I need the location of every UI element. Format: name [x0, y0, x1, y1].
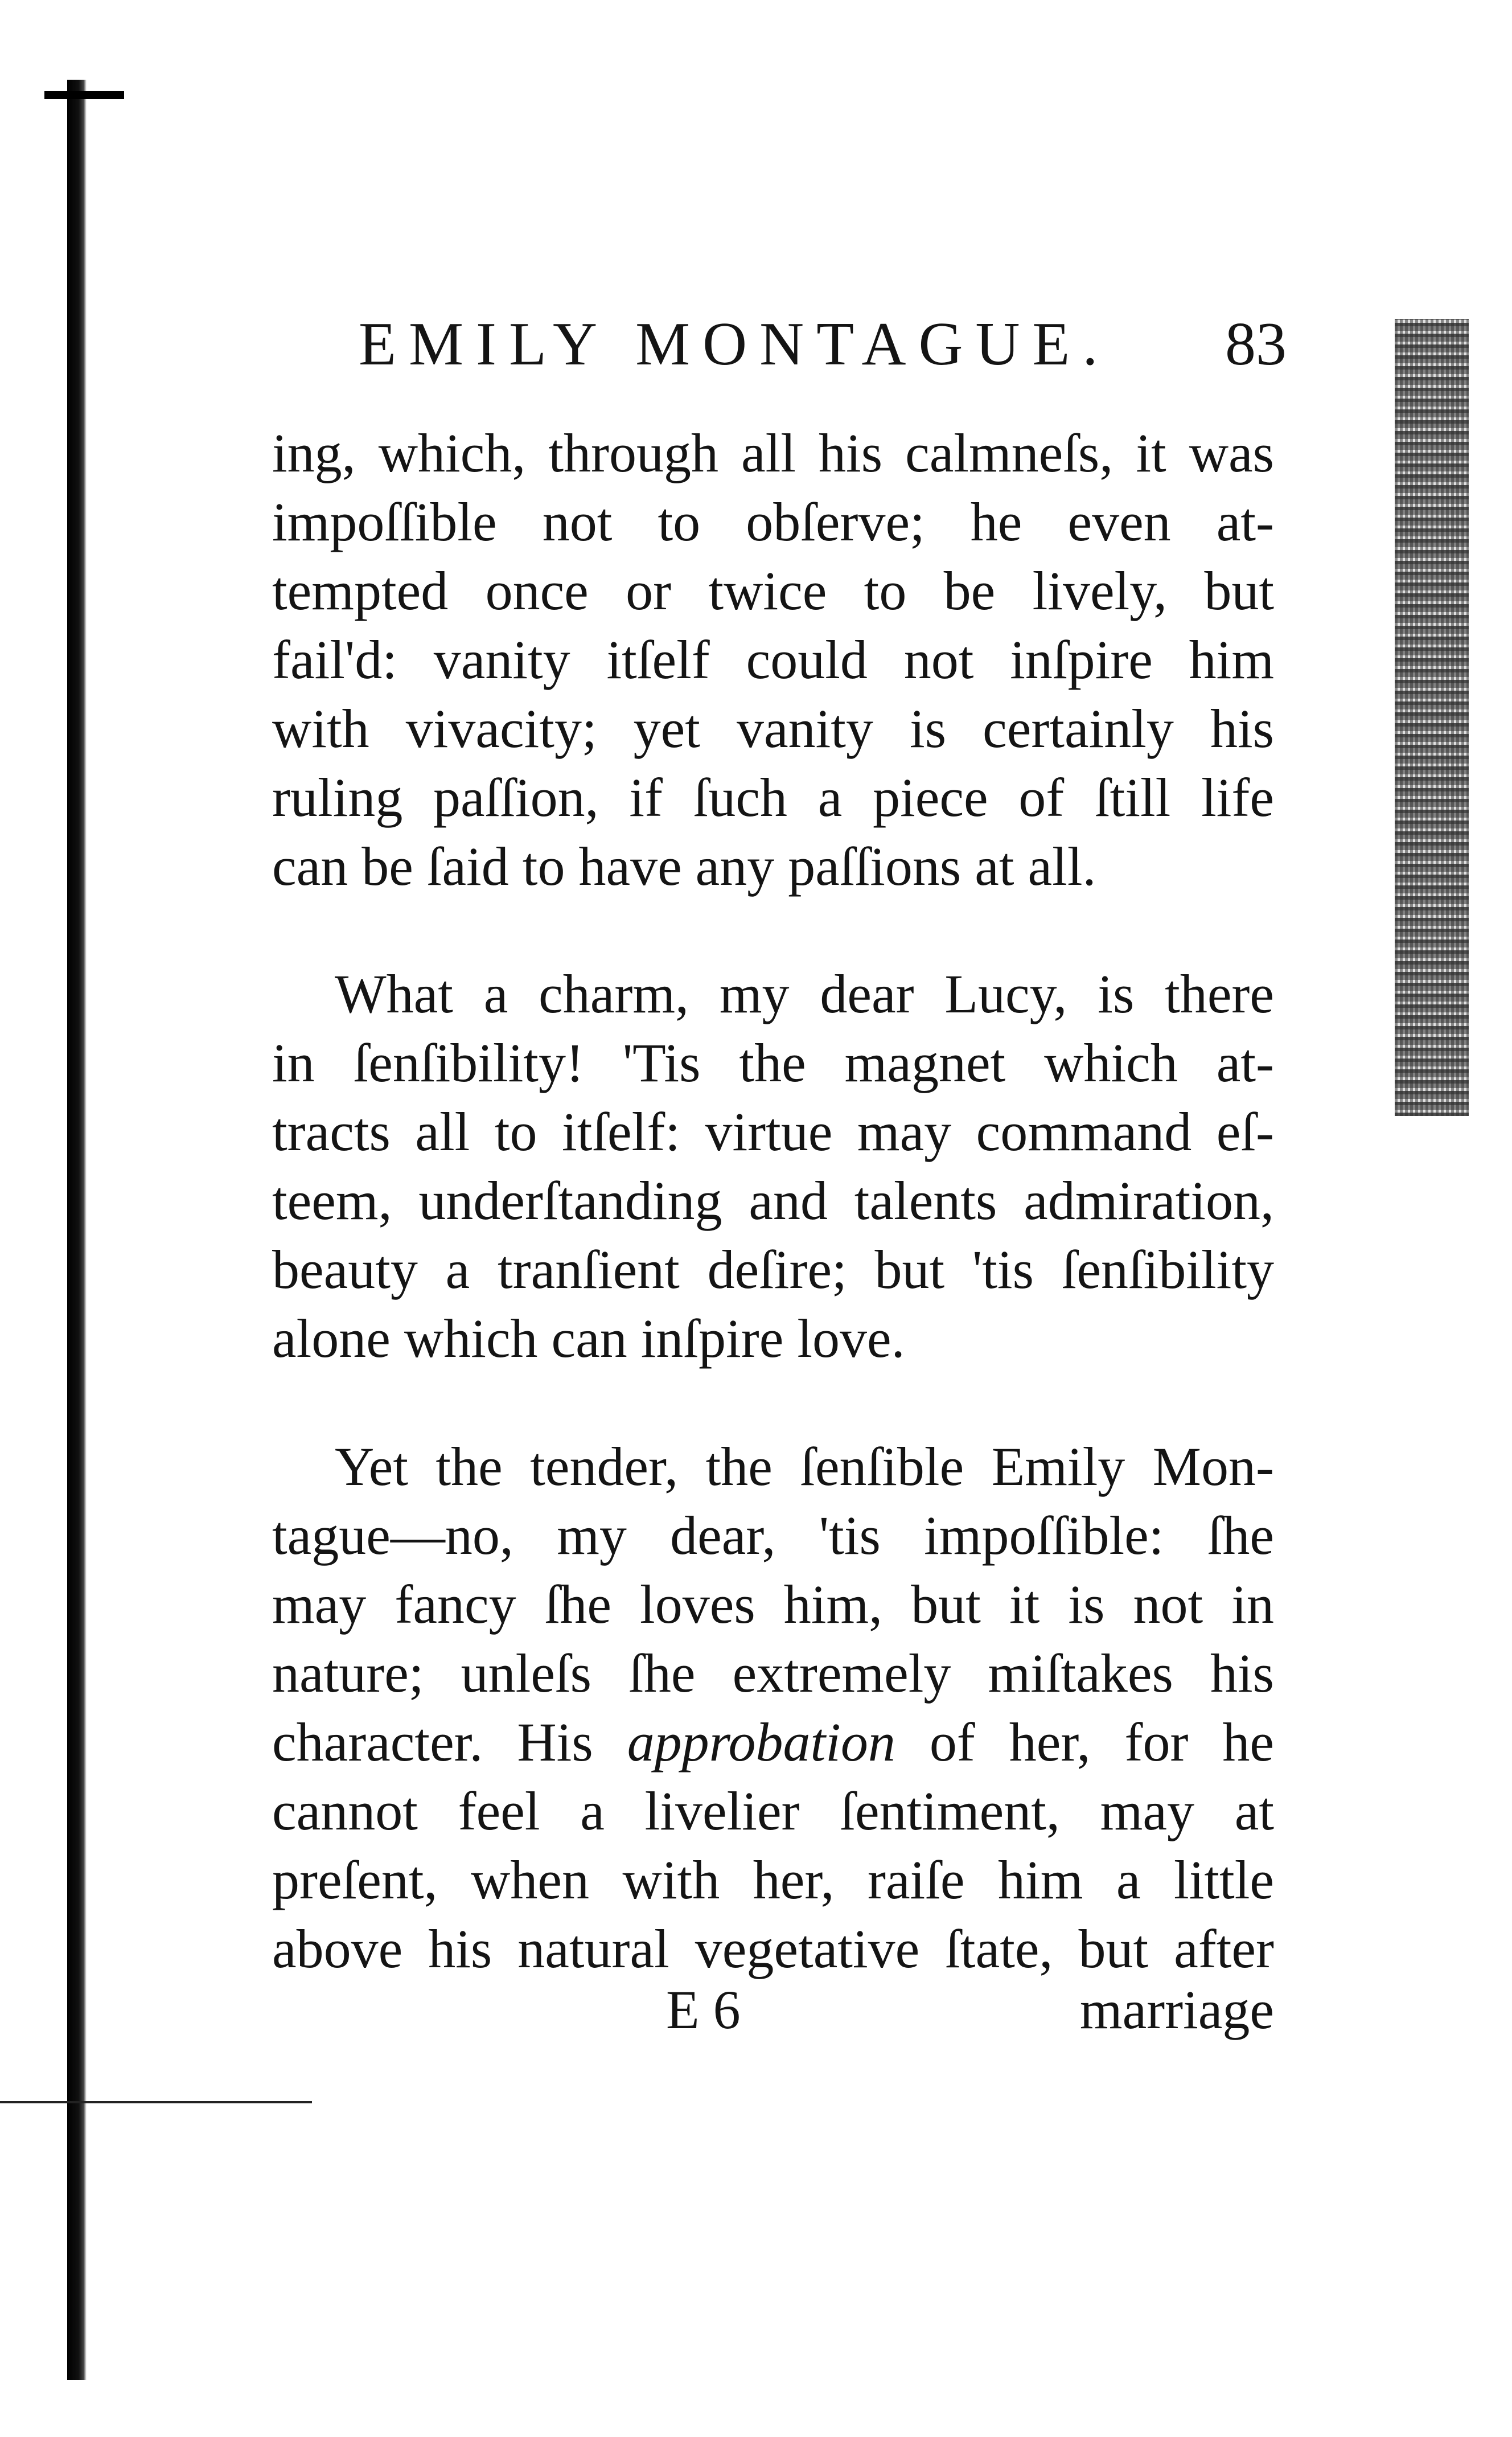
catchword: marriage — [1079, 1979, 1274, 2040]
text-line: preſent, when with her, raiſe him a little — [272, 1849, 1274, 1910]
text-line: can be ſaid to have any paſſions at all. — [272, 836, 1096, 897]
text-line: tracts all to itſelf: virtue may command eſ- — [272, 1101, 1274, 1162]
text-run: of her, for he — [929, 1712, 1275, 1773]
text-line: beauty a tranſient deſire; but 'tis ſenſibility — [272, 1239, 1274, 1300]
text-line: tempted once or twice to be lively, but — [272, 560, 1274, 621]
page-footer — [272, 1973, 1274, 2047]
text-line: teem, underſtanding and talents admiration, — [272, 1170, 1274, 1231]
running-head-title: EMILY MONTAGUE. — [359, 310, 1111, 378]
text-line: with vivacity; yet vanity is certainly his — [272, 698, 1274, 759]
text-line: What a charm, my dear Lucy, is there — [335, 963, 1274, 1024]
text-line: nature; unleſs ſhe extremely miſtakes his — [272, 1643, 1274, 1704]
text-line: Yet the tender, the ſenſible Emily Mon- — [335, 1436, 1274, 1497]
text-line: ruling paſſion, if ſuch a piece of ſtill life — [272, 767, 1274, 828]
running-head — [359, 302, 1287, 387]
text-line: may fancy ſhe loves him, but it is not in — [272, 1574, 1274, 1635]
text-line: cannot feel a livelier ſentiment, may at — [272, 1780, 1274, 1841]
paragraph-2 — [272, 959, 1274, 1373]
text-line: impoſſible not to obſerve; he even at- — [272, 491, 1274, 552]
signature-mark: E 6 — [666, 1979, 741, 2040]
text-line: above his natural vegetative ſtate, but after — [272, 1918, 1274, 1979]
text-line — [272, 1708, 1274, 1777]
page-number: 83 — [1225, 310, 1287, 378]
paragraph-3 — [272, 1432, 1274, 1983]
text-line: ing, which, through all his calmneſs, it was — [272, 422, 1274, 483]
text-line: alone which can inſpire love. — [272, 1308, 905, 1369]
text-line: tague—no, my dear, 'tis impoſſible: ſhe — [272, 1505, 1274, 1566]
text-line: in ſenſibility! 'Tis the magnet which at- — [272, 1032, 1274, 1093]
italic-emphasis: approbation — [627, 1712, 895, 1773]
paragraph-1 — [272, 419, 1274, 901]
text-run: character. His — [272, 1712, 593, 1773]
text-line: fail'd: vanity itſelf could not inſpire him — [272, 629, 1274, 690]
